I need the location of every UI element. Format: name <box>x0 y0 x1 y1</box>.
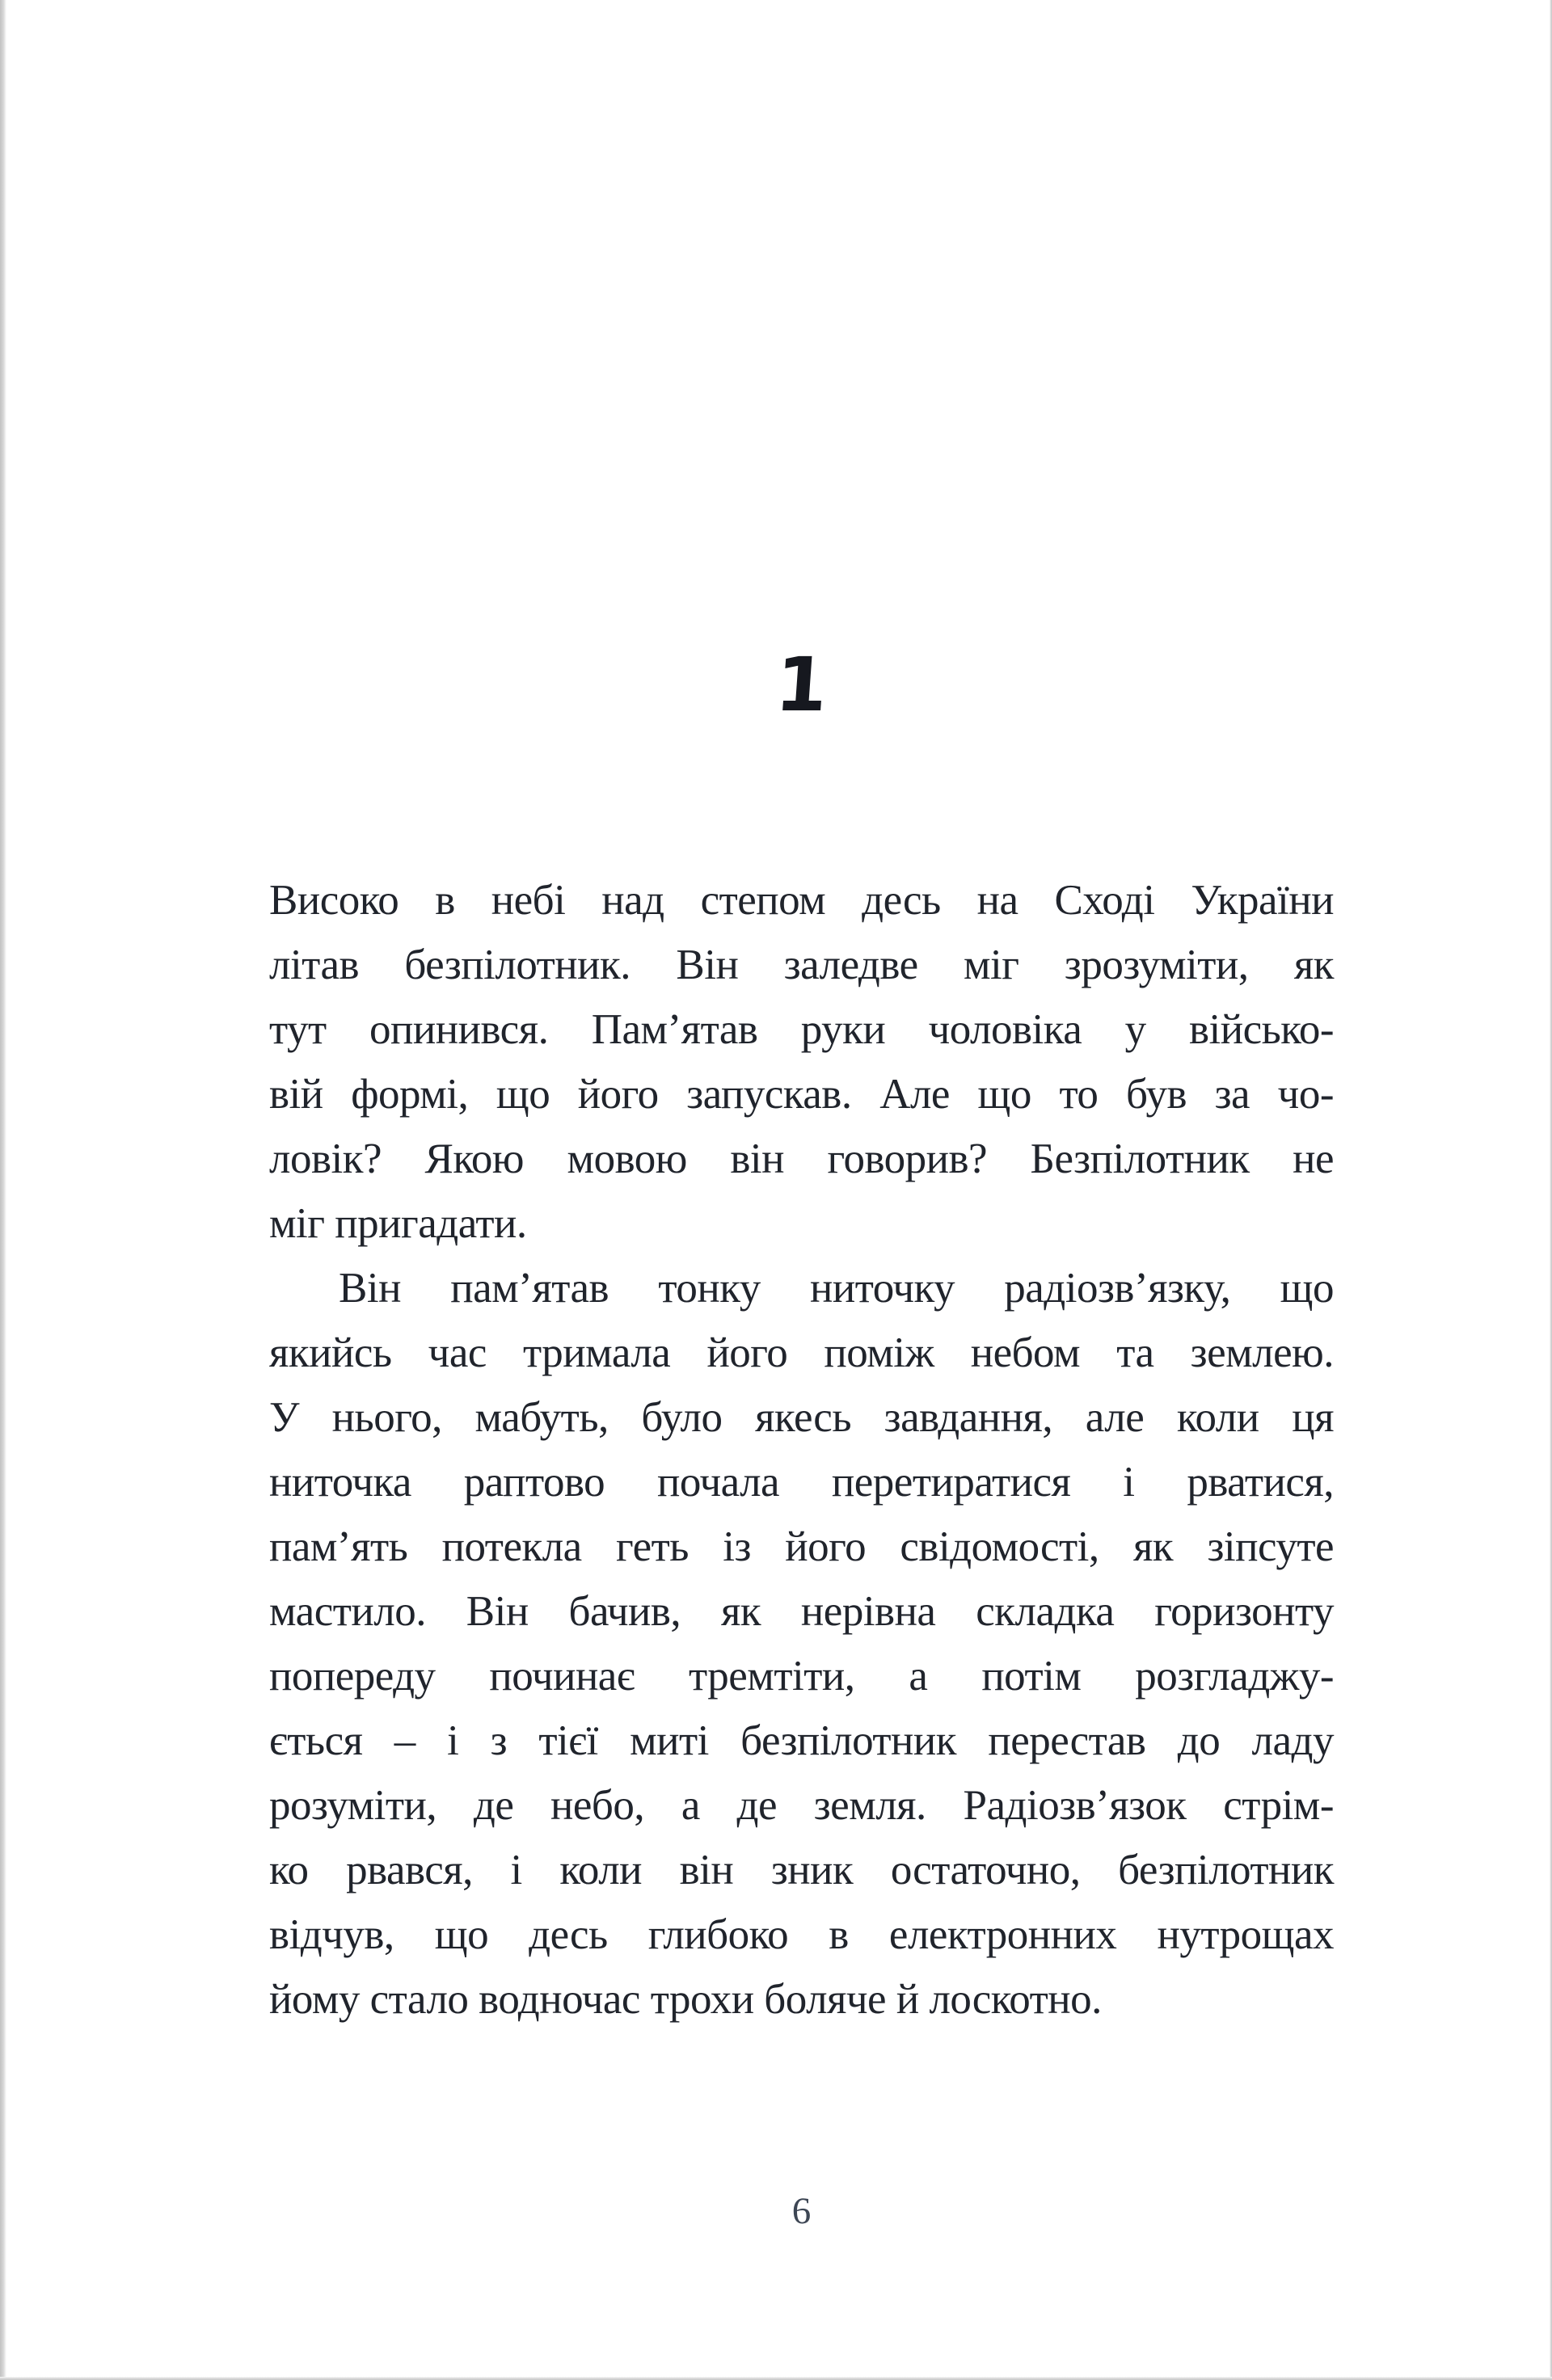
text-line: мастило. Він бачив, як нерівна складка горизонту <box>269 1588 1334 1635</box>
text-line: літав безпілотник. Він заледве міг зрозуміти, як <box>269 941 1334 988</box>
body-text <box>269 868 1334 2032</box>
text-line: ється – і з тієї миті безпілотник перестав до ладу <box>269 1717 1334 1764</box>
text-line: ловік? Якою мовою він говорив? Безпілотник не <box>269 1135 1334 1182</box>
text-line: якийсь час тримала його поміж небом та землею. <box>269 1329 1334 1376</box>
paragraph <box>269 1256 1334 2032</box>
chapter-number: 1 <box>772 642 831 728</box>
text-line: розуміти, де небо, а де земля. Радіозв’язок стрім- <box>269 1782 1334 1829</box>
text-line: вій формі, що його запускав. Але що то був за чо- <box>269 1071 1334 1118</box>
paragraph <box>269 868 1334 1256</box>
page-number: 6 <box>791 2190 812 2232</box>
text-line: У нього, мабуть, було якесь завдання, але коли ця <box>269 1394 1334 1441</box>
text-line: міг пригадати. <box>269 1200 527 1247</box>
text-line: Він пам’ятав тонку ниточку радіозв’язку, що <box>339 1265 1334 1312</box>
text-line: пам’ять потекла геть із його свідомості, як зіпсуте <box>269 1523 1334 1570</box>
text-line: тут опинився. Пам’ятав руки чоловіка у військо- <box>269 1006 1334 1053</box>
text-line: ниточка раптово почала перетиратися і рватися, <box>269 1459 1334 1506</box>
text-line: ко рвався, і коли він зник остаточно, безпілотник <box>269 1847 1334 1893</box>
page-edge-bottom <box>0 2377 1552 2380</box>
text-line: Високо в небі над степом десь на Сході України <box>269 877 1334 924</box>
page-edge-left <box>0 0 6 2380</box>
text-line: попереду починає тремтіти, а потім розгладжу- <box>269 1653 1334 1700</box>
text-line: йому стало водночас трохи боляче й лоскотно. <box>269 1976 1102 2023</box>
text-line: відчув, що десь глибоко в електронних нутрощах <box>269 1911 1334 1958</box>
